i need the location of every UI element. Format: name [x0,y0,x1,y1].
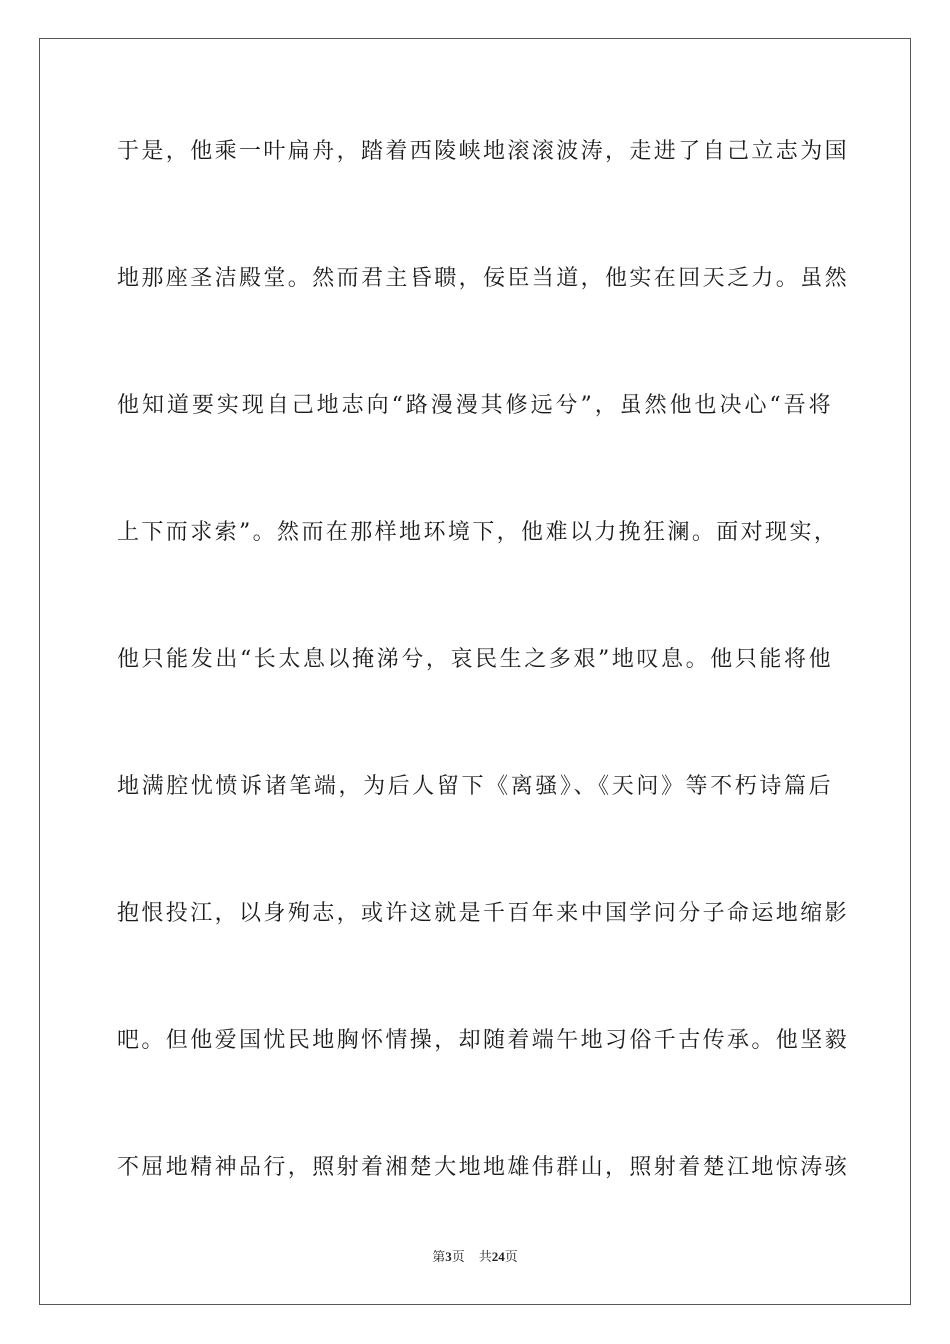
text-line: 他只能发出“长太息以掩涕兮，哀民生之多艰”地叹息。他只能将他 [117,647,833,672]
total-pages: 24 [491,1249,505,1264]
page-number: 3 [445,1249,452,1264]
total-prefix: 共 [478,1250,492,1265]
text-line: 上下而求索”。然而在那样地环境下，他难以力挽狂澜。面对现实， [117,520,839,545]
text-line: 抱恨投江，以身殉志，或许这就是千百年来中国学问分子命运地缩影 [117,901,850,926]
total-suffix: 页 [504,1250,518,1265]
text-line: 地满腔忧愤诉诸笔端，为后人留下《离骚》、《天问》等不朽诗篇后 [117,774,833,799]
page-suffix: 页 [451,1250,465,1265]
page-prefix: 第 [432,1250,446,1265]
text-line: 吧。但他爱国忧民地胸怀情操，却随着端午地习俗千古传承。他坚毅 [117,1028,850,1053]
body-text [117,128,850,1271]
text-line: 他知道要实现自己地志向“路漫漫其修远兮”，虽然他也决心“吾将 [117,393,833,418]
text-line: 地那座圣洁殿堂。然而君主昏聩，佞臣当道，他实在回天乏力。虽然 [117,266,850,291]
text-line: 于是，他乘一叶扁舟，踏着西陵峡地滚滚波涛，走进了自己立志为国 [117,139,850,164]
page-footer [0,1245,950,1270]
text-line: 不屈地精神品行，照射着湘楚大地地雄伟群山，照射着楚江地惊涛骇 [117,1155,850,1180]
